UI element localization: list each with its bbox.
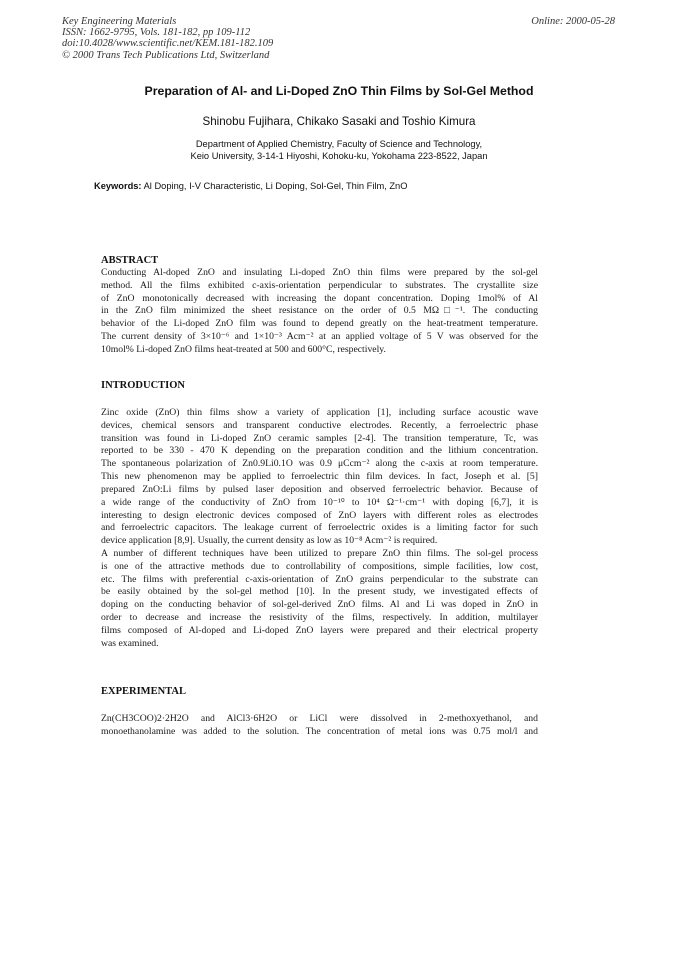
text-line: prepared ZnO:Li films by pulsed laser deposition and observed ferroelectric behavior. Because of — [101, 483, 538, 495]
introduction-body — [101, 407, 538, 650]
text-line: Conducting Al-doped ZnO and insulating Li-doped ZnO thin films were prepared by the sol-gel — [101, 267, 538, 278]
online-date: Online: 2000-05-28 — [531, 16, 615, 27]
text-line: The current density of 3×10⁻⁶ and 1×10⁻³ Acm⁻² at an applied voltage of 5 V was observed for the — [101, 331, 538, 343]
text-line: and ferroelectric capacitors. The leakage current of ferroelectric oxides is a limiting factor for such — [101, 522, 538, 534]
introduction-heading: INTRODUCTION — [101, 380, 186, 391]
text-line: devices, chemical sensors and transparent conductive electrodes. Recently, a ferroelectric phase — [101, 419, 538, 431]
abstract-heading: ABSTRACT — [101, 255, 159, 266]
text-line: device application [8,9]. Usually, the current density as low as 10⁻⁸ Acm⁻² is required. — [101, 535, 438, 547]
text-line: This new phenomenon may be applied to ferroelectric thin film devices. In fact, Joseph et al. [5] — [101, 471, 538, 483]
text-line: interesting to design electronic devices composed of ZnO layers with different roles as electrodes — [101, 509, 538, 521]
text-line: Zn(CH3COO)2·2H2O and AlCl3·6H2O or LiCl were dissolved in 2-methoxyethanol, and — [101, 713, 538, 724]
keywords-label: Keywords: — [94, 181, 142, 191]
text-line: monoethanolamine was added to the solution. The concentration of metal ions was 0.75 mol/l and — [101, 725, 538, 737]
paper-authors: Shinobu Fujihara, Chikako Sasaki and Toshio Kimura — [202, 115, 476, 128]
keywords-list: Al Doping, I-V Characteristic, Li Doping, Sol-Gel, Thin Film, ZnO — [143, 181, 408, 191]
text-line: reported to be 330 - 470 K depending on the preparation condition and the lithium concentration. — [101, 445, 538, 457]
text-line: in the ZnO film minimized the sheet resistance on the order of 0.5 MΩ□⁻¹. The conducting — [101, 305, 538, 317]
keywords — [94, 181, 407, 191]
text-line: transition was found in Li-doped ZnO ceramic samples [2-4]. The transition temperature, Tc, was — [101, 432, 538, 444]
text-line: method. All the films exhibited c-axis-orientation perpendicular to substrates. The crystallite size — [101, 279, 538, 291]
text-line: order to decrease and increase the resistivity of the films, respectively. In addition, multilayer — [101, 612, 538, 623]
text-line: is one of the attractive methods due to controllability of compositions, simple facilities, low cost, — [101, 560, 538, 572]
text-line: behavior of the Li-doped ZnO film was found to depend greatly on the heat-treatment temperature. — [101, 318, 538, 330]
text-line: Zinc oxide (ZnO) thin films show a variety of application [1], including surface acoustic wave — [101, 407, 538, 418]
copyright-line: © 2000 Trans Tech Publications Ltd, Switzerland — [62, 49, 270, 61]
text-line: was examined. — [101, 637, 159, 649]
journal-name: Key Engineering Materials — [62, 16, 177, 27]
text-line: be easily obtained by the sol-gel method [10]. In the present study, we investigated effects of — [101, 586, 538, 598]
journal-header — [62, 16, 273, 61]
text-line: of ZnO monotonically decreased with increasing the dopant concentration. Doping 1mol% of Al — [101, 292, 538, 304]
experimental-heading: EXPERIMENTAL — [101, 686, 186, 697]
text-line: films composed of Al-doped and Li-doped ZnO layers were prepared and their electrical property — [101, 624, 538, 636]
affiliation-line: Department of Applied Chemistry, Faculty of Science and Technology, — [195, 139, 483, 149]
affiliation-line: Keio University, 3-14-1 Hiyoshi, Kohoku-ku, Yokohama 223-8522, Japan — [190, 151, 488, 162]
paper-title: Preparation of Al- and Li-Doped ZnO Thin Films by Sol-Gel Method — [144, 84, 534, 98]
abstract-body — [101, 267, 538, 357]
issn-line: ISSN: 1662-9795, Vols. 181-182, pp 109-112 — [62, 27, 251, 39]
text-line: The spontaneous polarization of Zn0.9Li0.1O was 0.9 μCcm⁻² along the c-axis at room temperature. — [101, 458, 538, 470]
experimental-body — [101, 713, 538, 739]
text-line: 10mol% Li-doped ZnO films heat-treated at 500 and 600°C, respectively. — [101, 343, 386, 355]
doi-line: doi:10.4028/www.scientific.net/KEM.181-182.109 — [62, 38, 274, 50]
text-line: etc. The films with preferential c-axis-orientation of ZnO grains perpendicular to the substrate can — [101, 573, 538, 585]
text-line: doping on the conducting behavior of sol-gel-derived ZnO films. Al and Li was doped in ZnO in — [101, 599, 538, 611]
text-line: A number of different techniques have been utilized to prepare ZnO thin films. The sol-gel process — [101, 547, 538, 559]
text-line: a wide range of the conductivity of ZnO from 10⁻¹⁰ to 10⁴ Ω⁻¹·cm⁻¹ with doping [6,7], it is — [101, 496, 538, 508]
affiliation — [0, 138, 678, 162]
